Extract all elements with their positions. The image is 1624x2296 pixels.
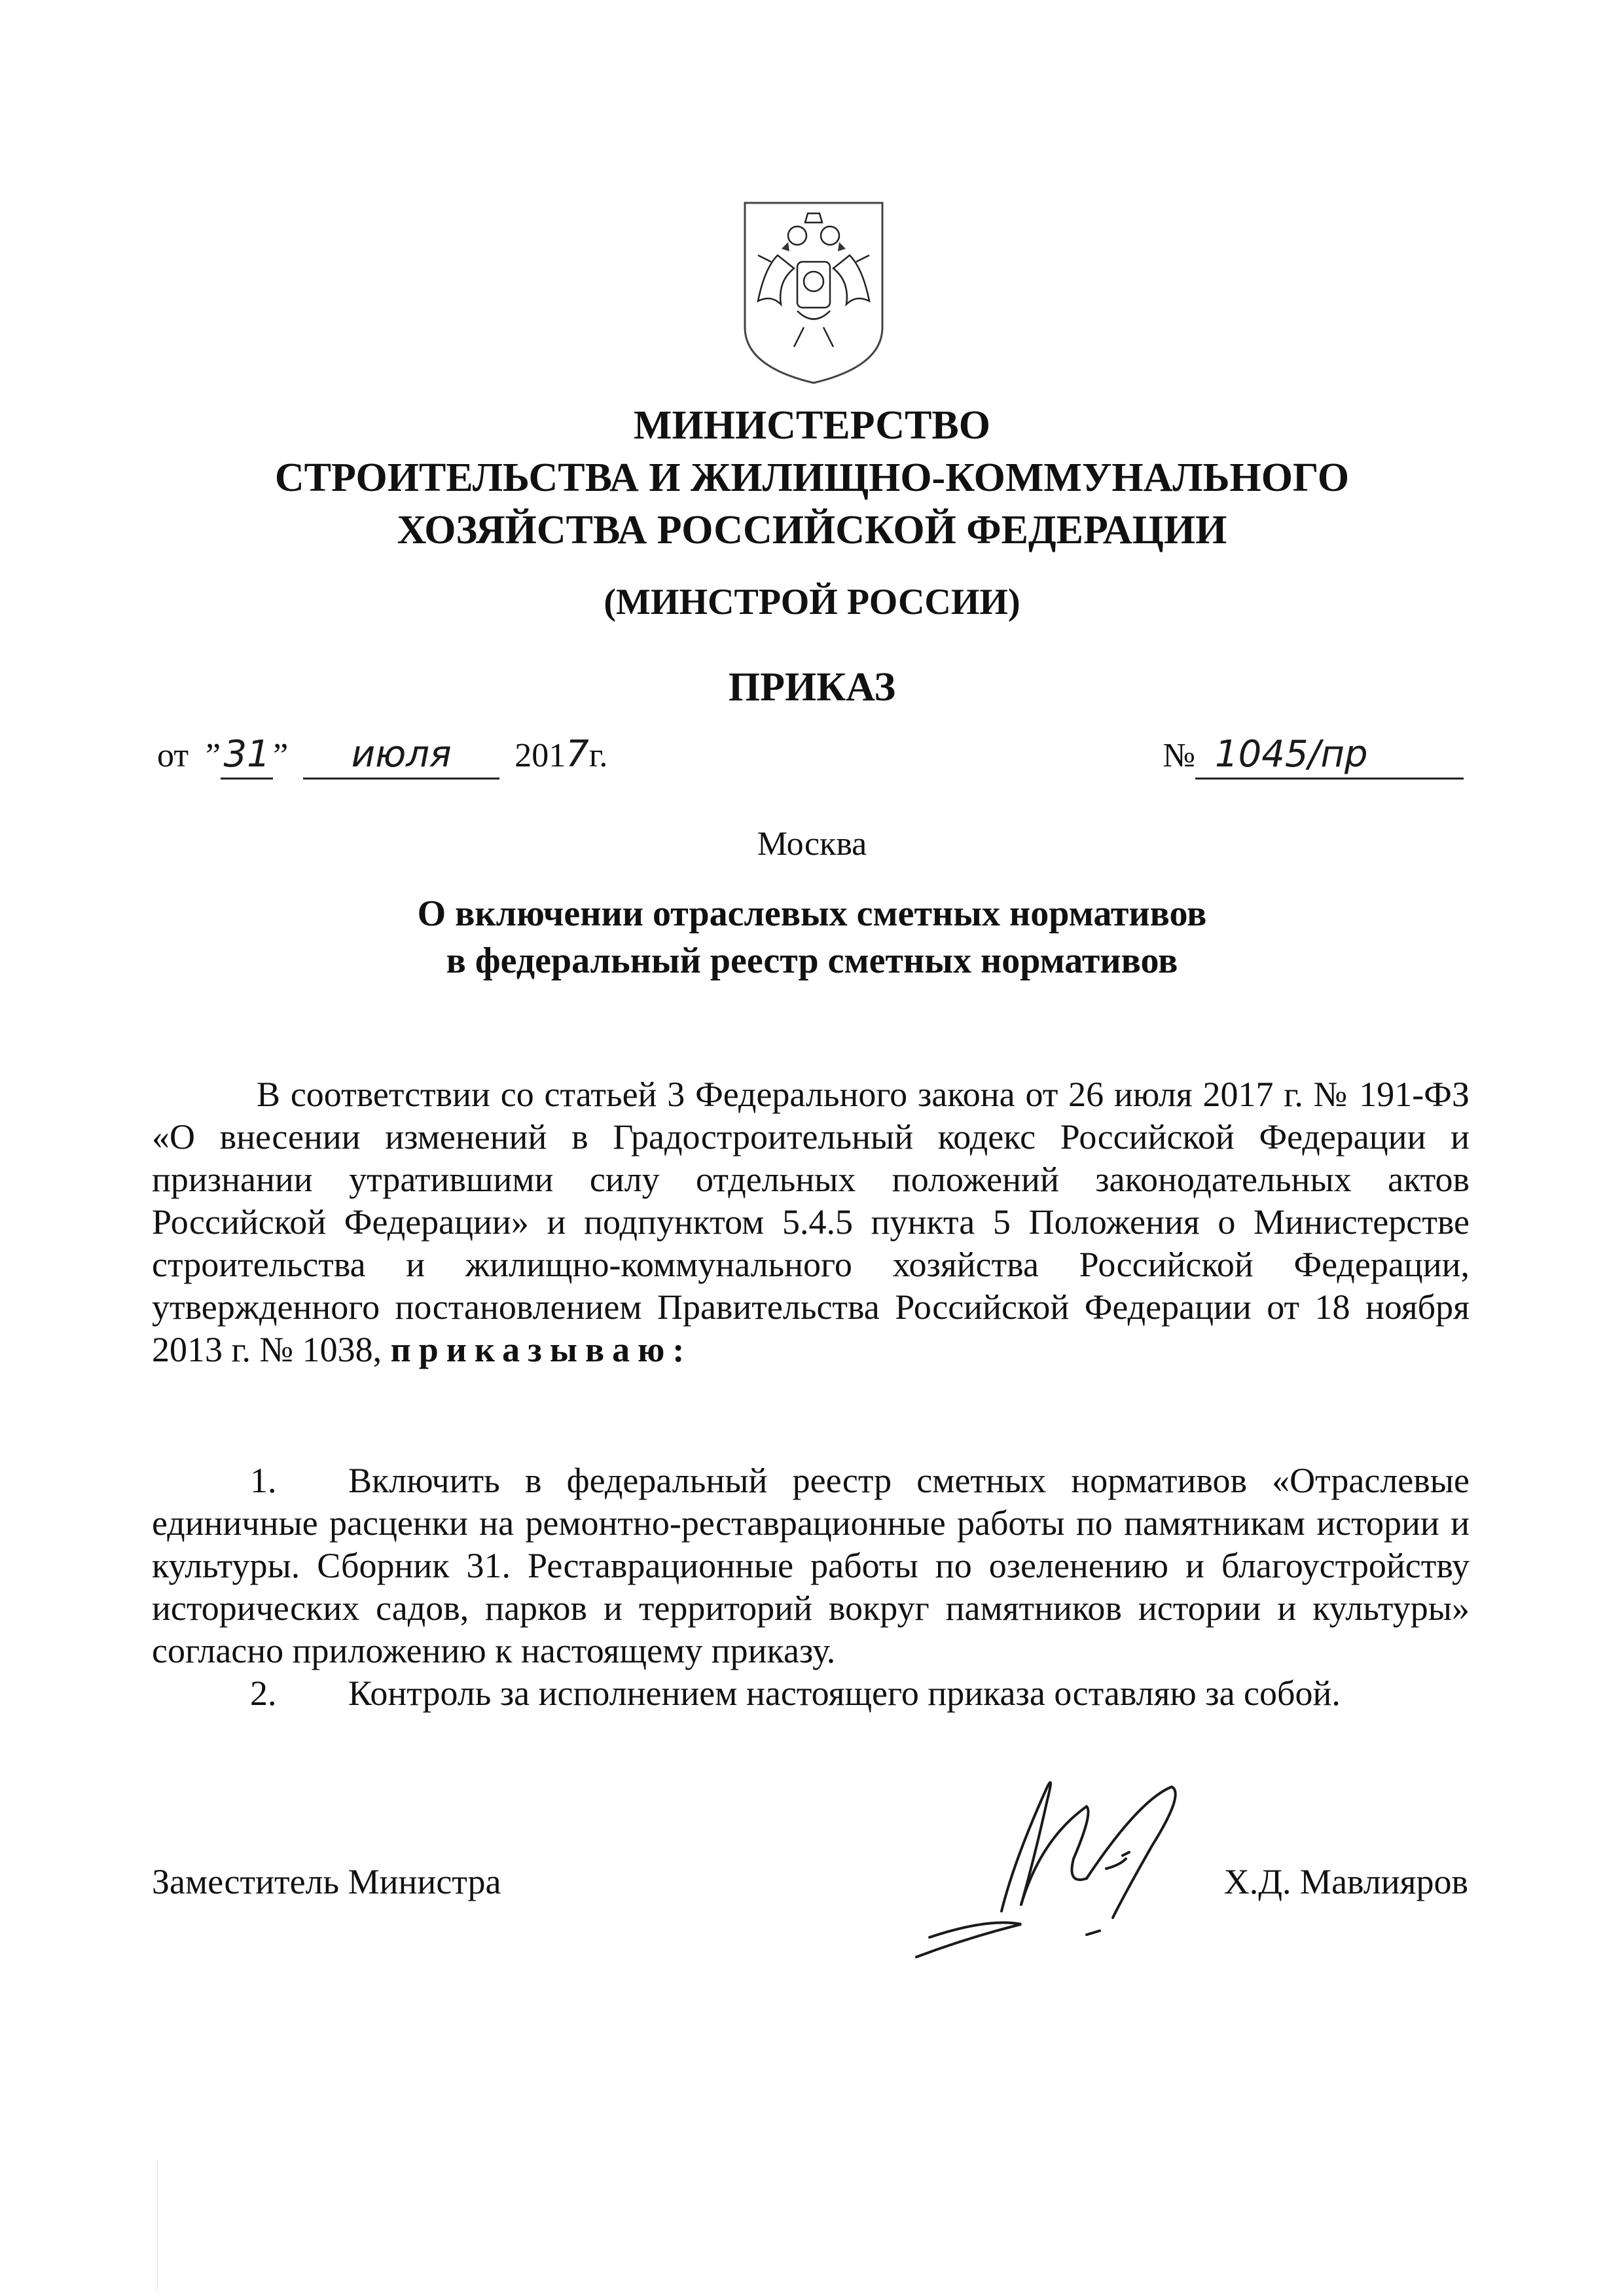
preamble-paragraph bbox=[152, 1073, 1470, 1371]
number-prefix: № bbox=[1163, 737, 1195, 774]
order-item bbox=[152, 1460, 1470, 1672]
order-number bbox=[1163, 730, 1464, 782]
date-year-printed: 201 bbox=[514, 737, 566, 774]
date-year-suffix: г. bbox=[588, 737, 608, 774]
subject-line2: в федеральный реестр сметных нормативов bbox=[446, 941, 1178, 981]
subject-line1: О включении отраслевых сметных нормативов bbox=[417, 893, 1207, 934]
date-prefix: от bbox=[157, 737, 189, 774]
item-number: 1. bbox=[250, 1461, 277, 1500]
order-items bbox=[152, 1460, 1470, 1715]
order-item bbox=[152, 1672, 1470, 1715]
order-subject bbox=[0, 890, 1624, 984]
ministry-abbreviation: (МИНСТРОЙ РОССИИ) bbox=[604, 582, 1020, 622]
ministry-name bbox=[0, 399, 1624, 556]
preamble-text: В соответствии со статьей 3 Федерального закона от 26 июля 2017 г. № 191-ФЗ «О внесении изменений в Градостроительный кодекс Российской Федерации и признании утратившими силу отдельных положений законодательных актов Российской Федерации» и подпунктом 5.4.5 пункта 5 Положения о Министерстве строительства и жилищно-коммунального хозяйства Российской Федерации, утвержденного постановлением Правительства Российской Федерации от 18 ноября 2013 г. № 1038, bbox=[152, 1075, 1470, 1369]
ministry-name-line2: СТРОИТЕЛЬСТВА И ЖИЛИЩНО-КОММУНАЛЬНОГО bbox=[274, 456, 1350, 500]
signatory-name: Х.Д. Мавлияров bbox=[1223, 1862, 1468, 1901]
scan-artifact-line bbox=[157, 2160, 158, 2291]
document-type-title: ПРИКАЗ bbox=[728, 665, 896, 709]
date-month-handwritten: июля bbox=[303, 732, 499, 780]
date-day-handwritten: 31 bbox=[221, 732, 273, 780]
order-date: от ”31” июля 2017г. bbox=[157, 730, 607, 782]
number-handwritten: 1045/пр bbox=[1195, 732, 1464, 780]
item-text: Включить в федеральный реестр сметных нормативов «Отраслевые единичные расценки на ремонтно-реставрационные работы по памятникам истории и культуры. Сборник 31. Реставрационные работы по озеленению и благоустройству исторических садов, парков и территорий вокруг памятников истории и культуры» согласно приложению к настоящему приказу. bbox=[152, 1461, 1470, 1670]
ministry-name-line3: ХОЗЯЙСТВА РОССИЙСКОЙ ФЕДЕРАЦИИ bbox=[397, 508, 1227, 552]
ministry-name-line1: МИНИСТЕРСТВО bbox=[633, 403, 990, 448]
order-word: приказываю: bbox=[390, 1330, 693, 1369]
item-text: Контроль за исполнением настоящего приказа оставляю за собой. bbox=[348, 1674, 1341, 1713]
coat-of-arms-emblem bbox=[732, 196, 895, 386]
signatory-position: Заместитель Министра bbox=[152, 1862, 501, 1901]
item-number: 2. bbox=[250, 1674, 277, 1713]
issue-city: Москва bbox=[757, 825, 867, 863]
date-year bbox=[514, 730, 607, 782]
date-year-handwritten-digit: 7 bbox=[566, 733, 589, 776]
